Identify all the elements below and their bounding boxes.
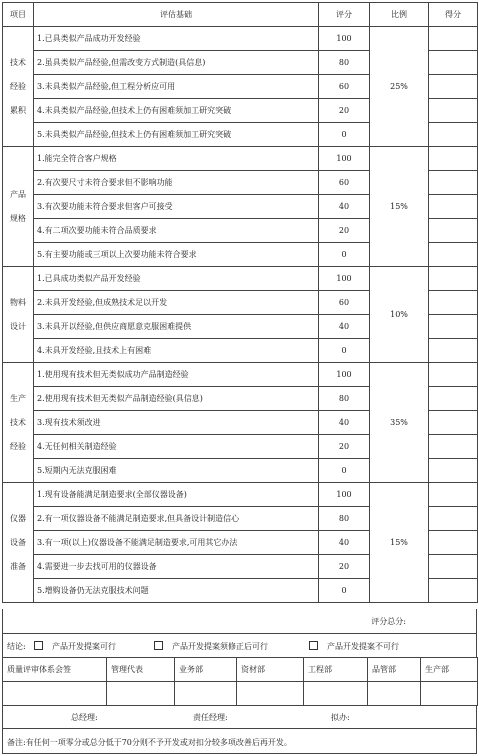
option-revise[interactable]: [154, 641, 268, 652]
weight-ratio: 15%: [370, 147, 429, 267]
sign-cell-empty[interactable]: [368, 682, 421, 706]
option-revise-label: 产品开发提案须修正后可行: [172, 642, 268, 651]
sign-cell-empty[interactable]: [304, 682, 368, 706]
points-cell[interactable]: [429, 435, 478, 459]
criteria-text: 1.使用现有技术但无类似成功产品制造经验: [34, 363, 319, 387]
sign-cell-empty[interactable]: [3, 682, 107, 706]
signature-header-row: [3, 658, 478, 682]
points-cell[interactable]: [429, 243, 478, 267]
criteria-score: 80: [319, 51, 370, 75]
criteria-score: 60: [319, 291, 370, 315]
category-line: 准备: [10, 561, 26, 571]
category-label: [3, 267, 34, 363]
category-line: 仪器: [10, 513, 26, 523]
criteria-score: 80: [319, 507, 370, 531]
criteria-score: 20: [319, 219, 370, 243]
category-label: [3, 483, 34, 603]
proposal-label: 拟办:: [331, 713, 350, 722]
criteria-score: 80: [319, 387, 370, 411]
option-infeasible[interactable]: [309, 641, 399, 652]
criteria-text: 5.增购设备仍无法克服技术问题: [34, 579, 319, 603]
category-line: 物料: [10, 297, 26, 307]
criteria-score: 20: [319, 99, 370, 123]
header-row: [3, 3, 478, 27]
criteria-score: 40: [319, 531, 370, 555]
criteria-text: 3.未具类似产品经验,但工程分析应可用: [34, 75, 319, 99]
category-line: 生产: [10, 393, 26, 403]
criteria-score: 0: [319, 339, 370, 363]
criteria-score: 100: [319, 267, 370, 291]
points-cell[interactable]: [429, 339, 478, 363]
points-cell[interactable]: [429, 123, 478, 147]
points-cell[interactable]: [429, 363, 478, 387]
category-line: 设计: [10, 321, 26, 331]
criteria-text: 4.需要进一步去找可用的仪器设备: [34, 555, 319, 579]
criteria-row: [3, 363, 478, 387]
checkbox-infeasible[interactable]: [309, 641, 318, 650]
points-cell[interactable]: [429, 531, 478, 555]
criteria-text: 1.已具成功类似产品开发经验: [34, 267, 319, 291]
criteria-text: 1.已具类似产品成功开发经验: [34, 27, 319, 51]
criteria-text: 4.无任何相关制造经验: [34, 435, 319, 459]
criteria-row: [3, 483, 478, 507]
header-ratio: 比例: [370, 3, 429, 27]
criteria-text: 4.未具类似产品经验,但技术上仍有困难须加工研究突破: [34, 99, 319, 123]
criteria-text: 3.有次要功能未符合要求但客户可接受: [34, 195, 319, 219]
points-cell[interactable]: [429, 75, 478, 99]
criteria-score: 60: [319, 75, 370, 99]
criteria-row: [3, 267, 478, 291]
sign-sales: 业务部: [175, 658, 237, 682]
criteria-score: 0: [319, 459, 370, 483]
criteria-text: 2.有一项仪器设备不能满足制造要求,但具备设计制造信心: [34, 507, 319, 531]
criteria-text: 2.使用现有技术但无类似产品制造经验(具信息): [34, 387, 319, 411]
conclusion-label: 结论:: [7, 642, 26, 651]
criteria-score: 40: [319, 315, 370, 339]
criteria-row: [3, 147, 478, 171]
points-cell[interactable]: [429, 507, 478, 531]
category-line: 技术: [10, 57, 26, 67]
sign-cell-empty[interactable]: [107, 682, 175, 706]
points-cell[interactable]: [429, 51, 478, 75]
criteria-score: 100: [319, 483, 370, 507]
conclusion-row: [2, 634, 477, 658]
note-text: 备注:有任何一项零分或总分低于70分则不予开发或对扣分较多项改善后再开发。: [7, 738, 292, 747]
criteria-text: 5.短期内无法克服困难: [34, 459, 319, 483]
points-cell[interactable]: [429, 267, 478, 291]
weight-ratio: 15%: [370, 483, 429, 603]
category-line: 产品: [10, 189, 26, 199]
sign-production: 生产部: [421, 658, 478, 682]
criteria-text: 4.有二项次要功能未符合品质要求: [34, 219, 319, 243]
criteria-text: 3.有一项(以上)仪器设备不能满足制造要求,可用其它办法: [34, 531, 319, 555]
points-cell[interactable]: [429, 555, 478, 579]
sign-mgmt-rep: 管理代表: [107, 658, 175, 682]
category-label: [3, 27, 34, 147]
criteria-score: 100: [319, 147, 370, 171]
sign-qc: 品管部: [368, 658, 421, 682]
criteria-score: 0: [319, 579, 370, 603]
signature-table: [2, 657, 478, 706]
criteria-text: 5.未具类似产品经验,但技术上仍有困难须加工研究突破: [34, 123, 319, 147]
criteria-score: 40: [319, 195, 370, 219]
criteria-score: 100: [319, 27, 370, 51]
category-line: 设备: [10, 537, 26, 547]
manager-row: [2, 705, 477, 729]
points-cell[interactable]: [429, 99, 478, 123]
points-cell[interactable]: [429, 579, 478, 603]
points-cell[interactable]: [429, 171, 478, 195]
criteria-score: 100: [319, 363, 370, 387]
responsible-manager-label: 责任经理:: [193, 713, 228, 722]
points-cell[interactable]: [429, 315, 478, 339]
note-row: [2, 729, 477, 754]
signature-blank-row: [3, 682, 478, 706]
criteria-score: 0: [319, 243, 370, 267]
category-line: 规格: [10, 213, 26, 223]
sign-materials: 资材部: [237, 658, 304, 682]
criteria-text: 1.能完全符合客户规格: [34, 147, 319, 171]
sign-engineering: 工程部: [304, 658, 368, 682]
points-cell[interactable]: [429, 147, 478, 171]
criteria-score: 20: [319, 555, 370, 579]
category-line: 经验: [10, 441, 26, 451]
header-score: 评分: [319, 3, 370, 27]
evaluation-sheet: [2, 2, 477, 603]
points-cell[interactable]: [429, 411, 478, 435]
criteria-text: 4.未具开发经验,且技术上有困难: [34, 339, 319, 363]
points-cell[interactable]: [429, 387, 478, 411]
criteria-text: 3.现有技术须改进: [34, 411, 319, 435]
points-cell[interactable]: [429, 483, 478, 507]
sign-cell-empty[interactable]: [421, 682, 478, 706]
sign-board: 质量评审体系会签: [3, 658, 107, 682]
category-line: 技术: [10, 417, 26, 427]
category-line: 累积: [10, 105, 26, 115]
evaluation-table: [2, 2, 478, 603]
criteria-row: [3, 27, 478, 51]
criteria-text: 2.有次要尺寸未符合要求但不影响功能: [34, 171, 319, 195]
weight-ratio: 25%: [370, 27, 429, 147]
category-line: 经验: [10, 81, 26, 91]
total-score-row: [2, 609, 477, 634]
criteria-score: 60: [319, 171, 370, 195]
header-points: 得分: [429, 3, 478, 27]
points-cell[interactable]: [429, 219, 478, 243]
header-basis: 评估基础: [34, 3, 319, 27]
category-label: [3, 147, 34, 267]
category-label: [3, 363, 34, 483]
points-cell[interactable]: [429, 459, 478, 483]
option-infeasible-label: 产品开发提案不可行: [327, 642, 399, 651]
criteria-text: 2.未具开发经验,但成熟技术足以开发: [34, 291, 319, 315]
points-cell[interactable]: [429, 291, 478, 315]
criteria-text: 5.有主要功能或三项以上次要功能未符合要求: [34, 243, 319, 267]
sign-cell-empty[interactable]: [175, 682, 237, 706]
sign-cell-empty[interactable]: [237, 682, 304, 706]
criteria-score: 20: [319, 435, 370, 459]
option-feasible-label: 产品开发提案可行: [52, 642, 116, 651]
general-manager-label: 总经理:: [71, 713, 98, 722]
points-cell[interactable]: [429, 195, 478, 219]
points-cell[interactable]: [429, 27, 478, 51]
checkbox-revise[interactable]: [154, 641, 163, 650]
option-feasible[interactable]: [34, 641, 116, 652]
criteria-score: 0: [319, 123, 370, 147]
weight-ratio: 10%: [370, 267, 429, 363]
header-item: 项目: [3, 3, 34, 27]
total-score-label: 评分总分:: [371, 617, 406, 626]
checkbox-feasible[interactable]: [34, 641, 43, 650]
weight-ratio: 35%: [370, 363, 429, 483]
criteria-text: 2.虽具类似产品经验,但需改变方式制造(具信息): [34, 51, 319, 75]
criteria-text: 1.现有设备能满足制造要求(全部仪器设备): [34, 483, 319, 507]
criteria-text: 3.未具开以经验,但供应商愿意克服困难提供: [34, 315, 319, 339]
criteria-score: 40: [319, 411, 370, 435]
